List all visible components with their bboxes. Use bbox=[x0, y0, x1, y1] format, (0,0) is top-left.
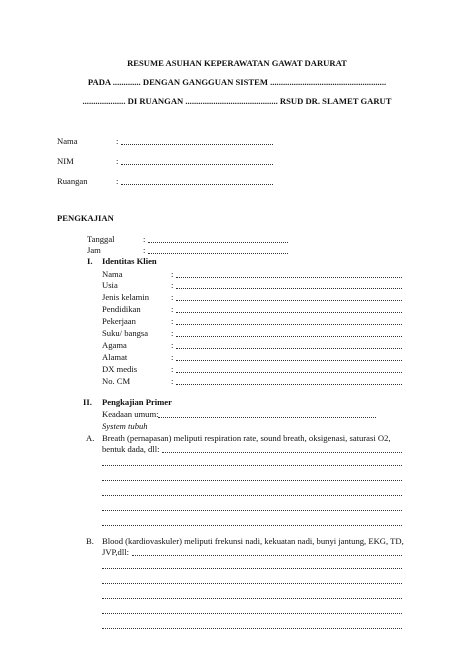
identitas-colon: : bbox=[171, 376, 174, 386]
keadaan-umum-label: Keadaan umum: bbox=[102, 409, 159, 419]
jam-label: Jam bbox=[87, 245, 101, 255]
nim-field[interactable] bbox=[121, 164, 273, 165]
identitas-colon: : bbox=[171, 304, 174, 314]
identitas-field-dx-medis[interactable] bbox=[176, 372, 402, 373]
blood-answer-line[interactable] bbox=[102, 598, 402, 599]
identitas-field-no-cm[interactable] bbox=[176, 384, 402, 385]
blood-answer-line[interactable] bbox=[102, 583, 402, 584]
identitas-label-agama: Agama bbox=[102, 340, 127, 350]
identitas-field-nama[interactable] bbox=[176, 277, 402, 278]
breath-answer-line[interactable] bbox=[102, 495, 402, 496]
nim-colon: : bbox=[116, 156, 119, 166]
identitas-colon: : bbox=[171, 352, 174, 362]
pengkajian-heading: PENGKAJIAN bbox=[57, 213, 114, 223]
breath-answer-line[interactable] bbox=[102, 525, 402, 526]
identitas-label-pendidikan: Pendidikan bbox=[102, 304, 141, 314]
identitas-field-jenis-kelamin[interactable] bbox=[176, 300, 402, 301]
identitas-label-usia: Usia bbox=[102, 280, 118, 290]
nama-field[interactable] bbox=[121, 144, 273, 145]
identitas-colon: : bbox=[171, 269, 174, 279]
identitas-number: I. bbox=[87, 256, 93, 266]
blood-answer-line[interactable] bbox=[102, 628, 402, 629]
breath-text-line-1: Breath (pernapasan) meliputi respiration rate, sound breath, oksigenasi, saturasi O2, bbox=[102, 433, 391, 443]
blood-answer-line[interactable] bbox=[102, 568, 402, 569]
identitas-label-jenis-kelamin: Jenis kelamin bbox=[102, 292, 150, 302]
blood-letter: B. bbox=[86, 536, 94, 546]
identitas-label-pekerjaan: Pekerjaan bbox=[102, 316, 136, 326]
identitas-heading: Identitas Klien bbox=[102, 256, 157, 266]
breath-text-line-2: bentuk dada, dll: bbox=[102, 444, 160, 454]
identitas-colon: : bbox=[171, 280, 174, 290]
breath-answer-line[interactable] bbox=[102, 480, 402, 481]
ruangan-field[interactable] bbox=[121, 184, 273, 185]
ruangan-colon: : bbox=[116, 176, 119, 186]
jam-field[interactable] bbox=[148, 253, 288, 254]
document-title: RESUME ASUHAN KEPERAWATAN GAWAT DARURAT bbox=[127, 58, 347, 68]
nama-label: Nama bbox=[57, 136, 78, 146]
nama-colon: : bbox=[116, 136, 119, 146]
identitas-label-alamat: Alamat bbox=[102, 352, 128, 362]
breath-letter: A. bbox=[86, 433, 95, 443]
document-subtitle-line-2: .................... DI RUANGAN ........................................... RSUD DR. SLAMET GARUT bbox=[82, 96, 392, 106]
identitas-field-agama[interactable] bbox=[176, 348, 402, 349]
ruangan-label: Ruangan bbox=[57, 176, 88, 186]
identitas-colon: : bbox=[171, 328, 174, 338]
breath-answer-line[interactable] bbox=[102, 465, 402, 466]
blood-answer-line[interactable] bbox=[132, 555, 402, 556]
identitas-colon: : bbox=[171, 316, 174, 326]
breath-answer-line[interactable] bbox=[162, 452, 402, 453]
identitas-field-suku-bangsa[interactable] bbox=[176, 336, 402, 337]
identitas-field-pekerjaan[interactable] bbox=[176, 324, 402, 325]
blood-text-line-1: Blood (kardiovaskuler) meliputi frekunsi nadi, kekuatan nadi, bunyi jantung, EKG, TD, bbox=[102, 536, 404, 546]
identitas-label-no-cm: No. CM bbox=[102, 376, 131, 386]
document-subtitle-line-1: PADA ............. DENGAN GANGGUAN SISTEM ...................................................... bbox=[87, 77, 387, 87]
tanggal-colon: : bbox=[143, 234, 146, 244]
blood-text-line-2: JVP,dll: bbox=[102, 547, 129, 557]
blood-answer-line[interactable] bbox=[102, 613, 402, 614]
system-tubuh-label: System tubuh bbox=[102, 421, 148, 431]
identitas-label-dx-medis: DX medis bbox=[102, 364, 138, 374]
breath-answer-line[interactable] bbox=[102, 510, 402, 511]
identitas-label-nama: Nama bbox=[102, 269, 123, 279]
tanggal-label: Tanggal bbox=[87, 234, 115, 244]
primer-number: II. bbox=[83, 397, 92, 407]
identitas-field-alamat[interactable] bbox=[176, 360, 402, 361]
identitas-field-pendidikan[interactable] bbox=[176, 312, 402, 313]
identitas-colon: : bbox=[171, 340, 174, 350]
identitas-field-usia[interactable] bbox=[176, 288, 402, 289]
tanggal-field[interactable] bbox=[148, 242, 288, 243]
keadaan-umum-field[interactable] bbox=[158, 417, 376, 418]
jam-colon: : bbox=[143, 245, 146, 255]
identitas-colon: : bbox=[171, 292, 174, 302]
identitas-colon: : bbox=[171, 364, 174, 374]
identitas-label-suku-bangsa: Suku/ bangsa bbox=[102, 328, 149, 338]
nim-label: NIM bbox=[57, 156, 74, 166]
primer-heading: Pengkajian Primer bbox=[102, 397, 172, 407]
